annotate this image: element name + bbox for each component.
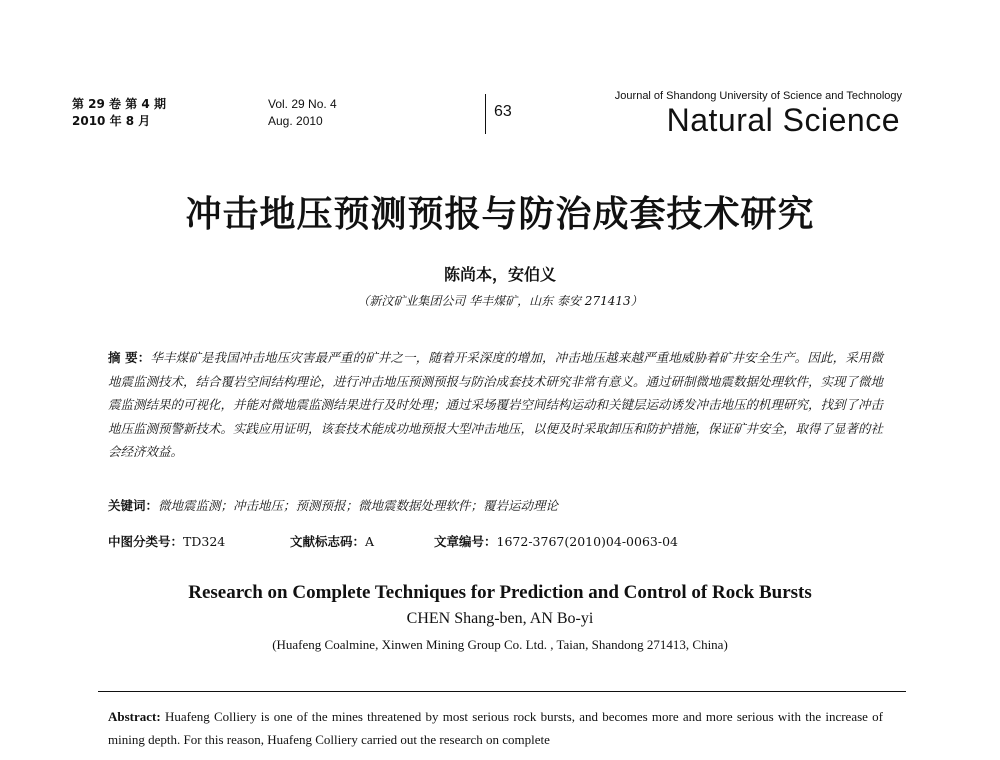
article-id: [434, 532, 678, 550]
authors-en: CHEN Shang-ben, AN Bo-yi: [406, 610, 594, 627]
abstract-cn-label: 摘 要：: [108, 350, 151, 365]
affiliation-cn: （新汶矿业集团公司 华丰煤矿，山东 泰安 271413）: [357, 294, 643, 308]
keywords-cn: [108, 496, 888, 514]
date-en: Aug. 2010: [268, 114, 323, 128]
keywords-text: 微地震监测；冲击地压；预测预报；微地震数据处理软件；覆岩运动理论: [158, 498, 559, 513]
doc-code-value: A: [365, 534, 375, 549]
clc-label: 中图分类号：: [108, 534, 184, 549]
keywords-label: 关键词：: [108, 498, 159, 513]
page-number: 63: [494, 103, 512, 120]
journal-name: Journal of Shandong University of Science and Technology: [614, 90, 902, 102]
abstract-cn: [108, 346, 883, 464]
section-divider: [98, 691, 906, 692]
volume-en: Vol. 29 No. 4: [268, 97, 337, 111]
clc-code: [108, 532, 225, 550]
abstract-en: [108, 705, 883, 751]
affiliation-en: (Huafeng Coalmine, Xinwen Mining Group Co. Ltd. , Taian, Shandong 271413, China): [272, 637, 728, 652]
article-id-value: 1672-3767(2010)04-0063-04: [496, 534, 678, 549]
date-cn: 2010 年 8 月: [72, 114, 151, 128]
clc-value: TD324: [183, 534, 226, 549]
issue-info-cn: [72, 96, 166, 130]
abstract-cn-text: 华丰煤矿是我国冲击地压灾害最严重的矿井之一，随着开采深度的增加，冲击地压越来越严重地威胁着矿井安全生产。因此，采用微地震监测技术，结合覆岩空间结构理论，进行冲击地压预测预报与防治成套技术研究非常有意义。通过研制微地震数据处理软件，实现了微地震监测结果的可视化，并能对微地震监测结果进行及时处理；通过采场覆岩空间结构运动和关键层运动诱发冲击地压的机理研究，找到了冲击地压监测预警新技术。实践应用证明，该套技术能成功地预报大型冲击地压，以便及时采取卸压和防护措施，保证矿井安全，取得了显著的社会经济效益。: [108, 350, 884, 459]
doc-code-label: 文献标志码：: [290, 534, 366, 549]
issue-info-en: [268, 96, 337, 130]
article-title-cn: 冲击地压预测预报与防治成套技术研究: [185, 193, 815, 235]
doc-code: [290, 532, 374, 550]
article-title-en: Research on Complete Techniques for Prediction and Control of Rock Bursts: [188, 582, 812, 603]
header-divider: [485, 94, 486, 134]
abstract-en-text: Huafeng Colliery is one of the mines threatened by most serious rock bursts, and becomes more and more serious with the increase of mining depth. For this reason, Huafeng Colliery carried out the research on complete: [108, 709, 883, 747]
journal-section: Natural Science: [666, 102, 900, 138]
volume-cn: 第 29 卷 第 4 期: [72, 97, 166, 111]
article-id-label: 文章编号：: [434, 534, 497, 549]
authors-cn: 陈尚本，安伯义: [443, 265, 556, 284]
abstract-en-label: Abstract:: [108, 709, 161, 724]
